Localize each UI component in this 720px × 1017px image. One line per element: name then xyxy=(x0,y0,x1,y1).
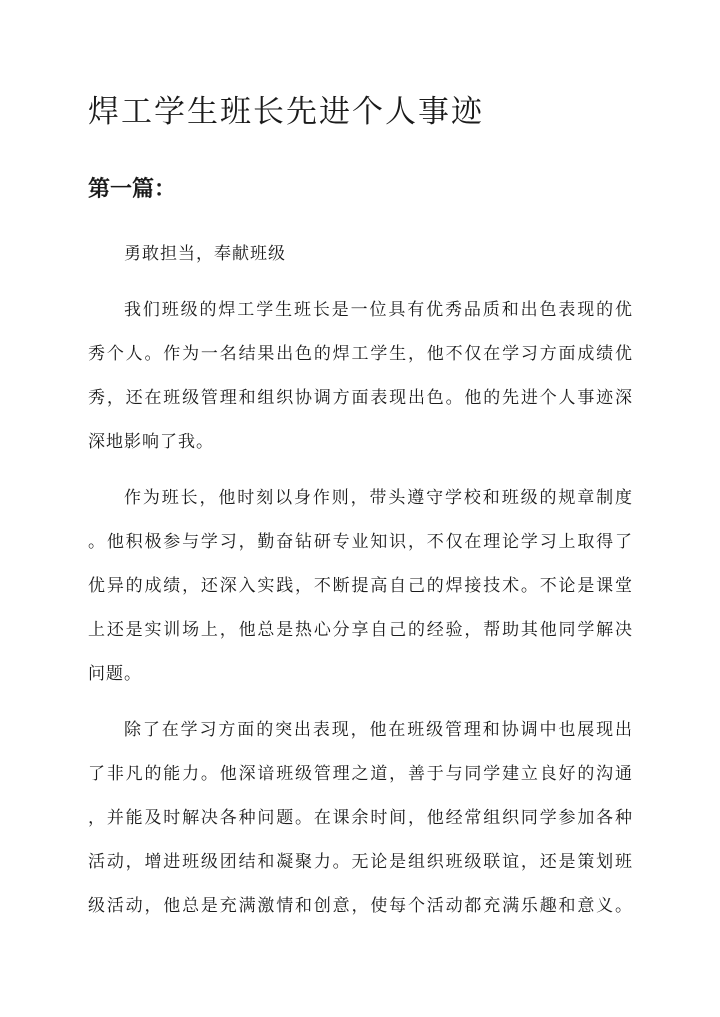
section-heading: 第一篇： xyxy=(88,176,177,202)
paragraph-line: 作为班长，他时刻以身作则，带头遵守学校和班级的规章制度 xyxy=(124,488,633,508)
paragraph-line: 秀个人。作为一名结果出色的焊工学生，他不仅在学习方面成绩优 xyxy=(88,344,633,364)
paragraph-line: 深地影响了我。 xyxy=(88,432,214,452)
subtitle: 勇敢担当，奉献班级 xyxy=(124,244,286,264)
paragraph-line: 。他积极参与学习，勤奋钻研专业知识，不仅在理论学习上取得了 xyxy=(88,532,633,552)
paragraph-line: 级活动，他总是充满激情和创意，使每个活动都充满乐趣和意义。 xyxy=(88,896,633,916)
paragraph-line: 上还是实训场上，他总是热心分享自己的经验，帮助其他同学解决 xyxy=(88,620,633,640)
paragraph-line: 问题。 xyxy=(88,664,142,684)
paragraph-line: 活动，增进班级团结和凝聚力。无论是组织班级联谊，还是策划班 xyxy=(88,852,633,872)
paragraph-line: ，并能及时解决各种问题。在课余时间，他经常组织同学参加各种 xyxy=(88,808,633,828)
document-title: 焊工学生班长先进个人事迹 xyxy=(88,94,484,130)
paragraph-line: 了非凡的能力。他深谙班级管理之道，善于与同学建立良好的沟通 xyxy=(88,764,633,784)
paragraph-line: 我们班级的焊工学生班长是一位具有优秀品质和出色表现的优 xyxy=(124,300,633,320)
paragraph-line: 优异的成绩，还深入实践，不断提高自己的焊接技术。不论是课堂 xyxy=(88,576,633,596)
paragraph-line: 除了在学习方面的突出表现，他在班级管理和协调中也展现出 xyxy=(124,720,633,740)
paragraph-line: 秀，还在班级管理和组织协调方面表现出色。他的先进个人事迹深 xyxy=(88,388,633,408)
